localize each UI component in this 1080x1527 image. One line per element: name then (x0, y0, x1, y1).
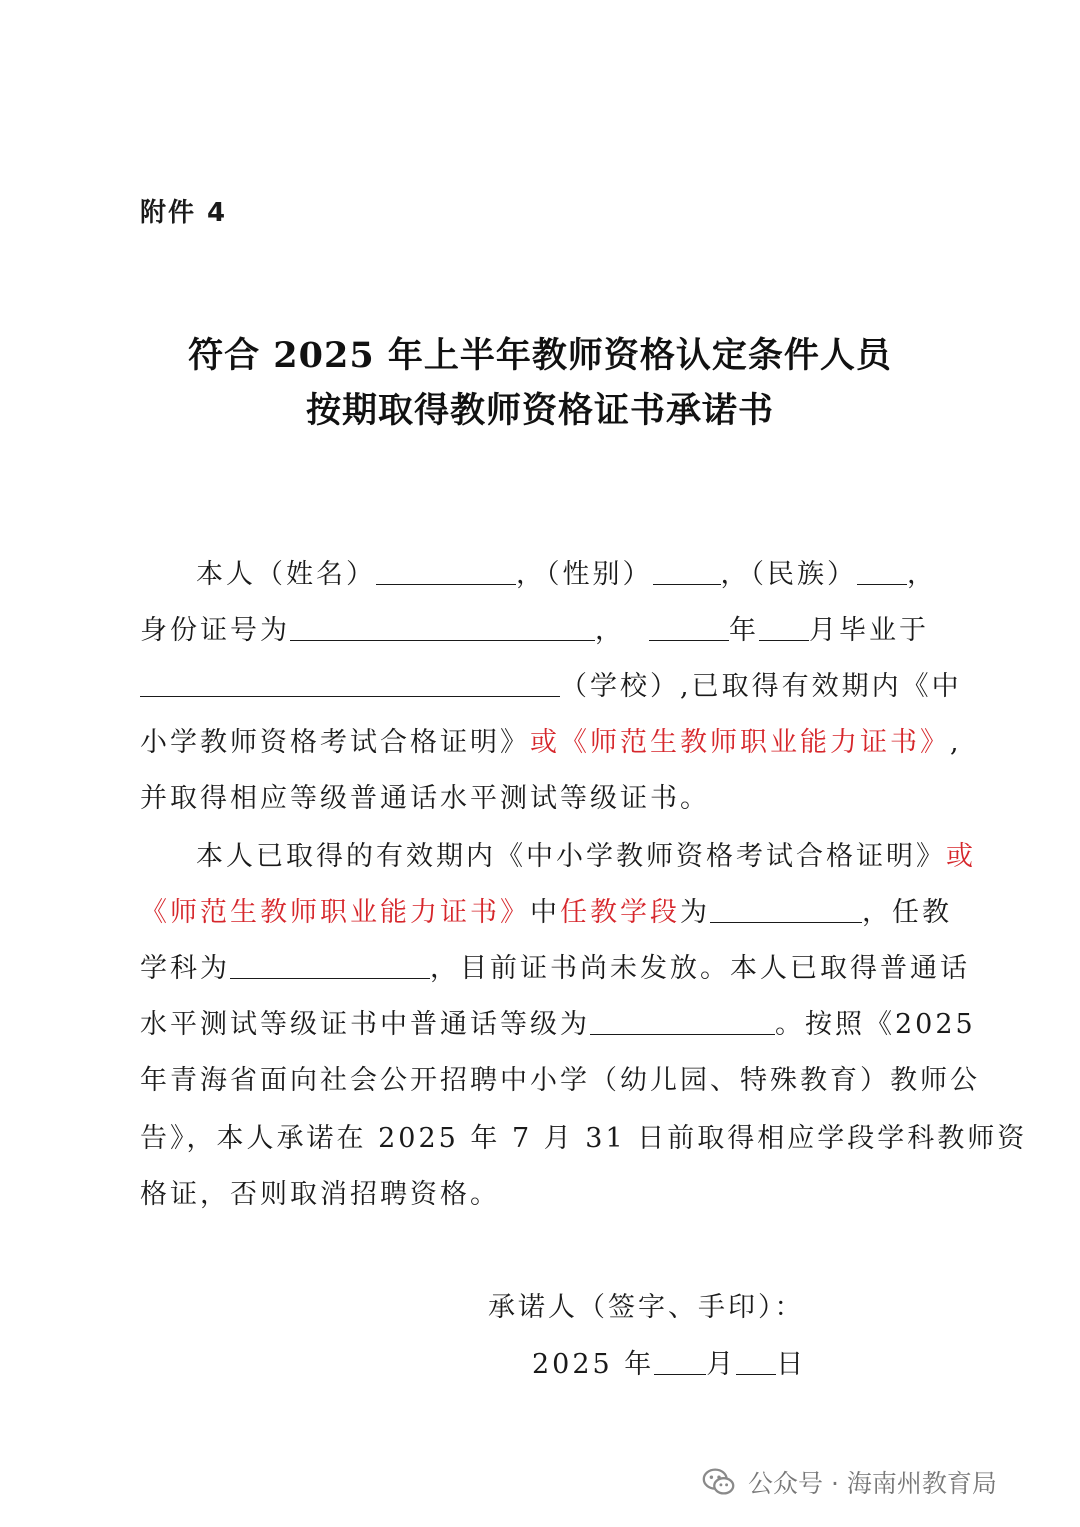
text-subject-label: 学科为 (140, 953, 230, 984)
text-comma: ， (907, 559, 937, 590)
text-comma: ， (595, 615, 625, 646)
text-teaching: ，任教 (862, 897, 952, 928)
text-red-normal-cert: 《师范生教师职业能力证书》 (140, 897, 530, 928)
text-red-certificate: 或《师范生教师职业能力证书》 (530, 727, 950, 758)
date-month: 月 (706, 1349, 737, 1380)
name-blank[interactable] (376, 558, 516, 585)
text-according: 。按照《2025 (775, 1009, 976, 1040)
subject-blank[interactable] (230, 952, 430, 979)
para1-line5: 并取得相应等级普通话水平测试等级证书。 (140, 783, 710, 814)
gender-blank[interactable] (653, 558, 721, 585)
text-not-issued: ，目前证书尚未发放。本人已取得普通话 (430, 953, 970, 984)
para2-line5: 年青海省面向社会公开招聘中小学（幼儿园、特殊教育）教师公 (140, 1065, 980, 1096)
teaching-level-blank[interactable] (710, 896, 862, 923)
watermark (700, 1463, 997, 1501)
date-month-blank[interactable] (654, 1348, 706, 1375)
title-line-1: 符合 2025 年上半年教师资格认定条件人员 (188, 335, 892, 376)
para1-line1 (196, 552, 937, 591)
para2-line4 (140, 1002, 976, 1041)
text-mandarin-level: 水平测试等级证书中普通话等级为 (140, 1009, 590, 1040)
text-red-or: 或 (946, 841, 976, 872)
title-line-2: 按期取得教师资格证书承诺书 (305, 390, 774, 431)
date-day: 日 (776, 1349, 807, 1380)
ethnicity-blank[interactable] (857, 558, 907, 585)
para1-line3 (140, 664, 962, 703)
grad-month-blank[interactable] (759, 614, 809, 641)
school-blank[interactable] (140, 670, 560, 697)
text-school-label: （学校）,已取得有效期内《中 (560, 671, 962, 702)
text-name-label: 本人（姓名） (196, 559, 376, 590)
text-certificate: 小学教师资格考试合格证明》 (140, 727, 530, 758)
text-obtained-certificate: 本人已取得的有效期内《中小学教师资格考试合格证明》 (196, 841, 946, 872)
para1-line4 (140, 720, 962, 759)
text-id-label: 身份证号为 (140, 615, 290, 646)
text-red-teaching-level: 任教学段 (560, 897, 680, 928)
text-graduated-from: 月毕业于 (809, 615, 929, 646)
para1-line2 (140, 608, 929, 647)
text-year: 年 (729, 615, 759, 646)
date-day-blank[interactable] (736, 1348, 776, 1375)
text-ethnicity-label: ，（民族） (720, 559, 857, 590)
attachment-label: 附件 4 (140, 198, 228, 228)
id-number-blank[interactable] (290, 614, 595, 641)
text-in: 中 (530, 897, 560, 928)
mandarin-level-blank[interactable] (590, 1008, 775, 1035)
watermark-text: 公众号 · 海南州教育局 (748, 1469, 997, 1498)
signature-date (532, 1342, 806, 1381)
para2-line3 (140, 946, 970, 985)
para2-line1 (196, 834, 976, 873)
text-gender-label: ，（性别） (516, 559, 653, 590)
para2-line7: 格证，否则取消招聘资格。 (140, 1179, 500, 1210)
text-comma: , (950, 727, 962, 758)
para2-line2 (140, 890, 952, 929)
date-year: 2025 年 (532, 1349, 655, 1380)
grad-year-blank[interactable] (649, 614, 729, 641)
para2-line6: 告》，本人承诺在 2025 年 7 月 31 日前取得相应学段学科教师资 (140, 1123, 1028, 1154)
signature-label: 承诺人（签字、手印）： (488, 1292, 805, 1323)
wechat-icon (700, 1463, 738, 1501)
text-is: 为 (680, 897, 710, 928)
